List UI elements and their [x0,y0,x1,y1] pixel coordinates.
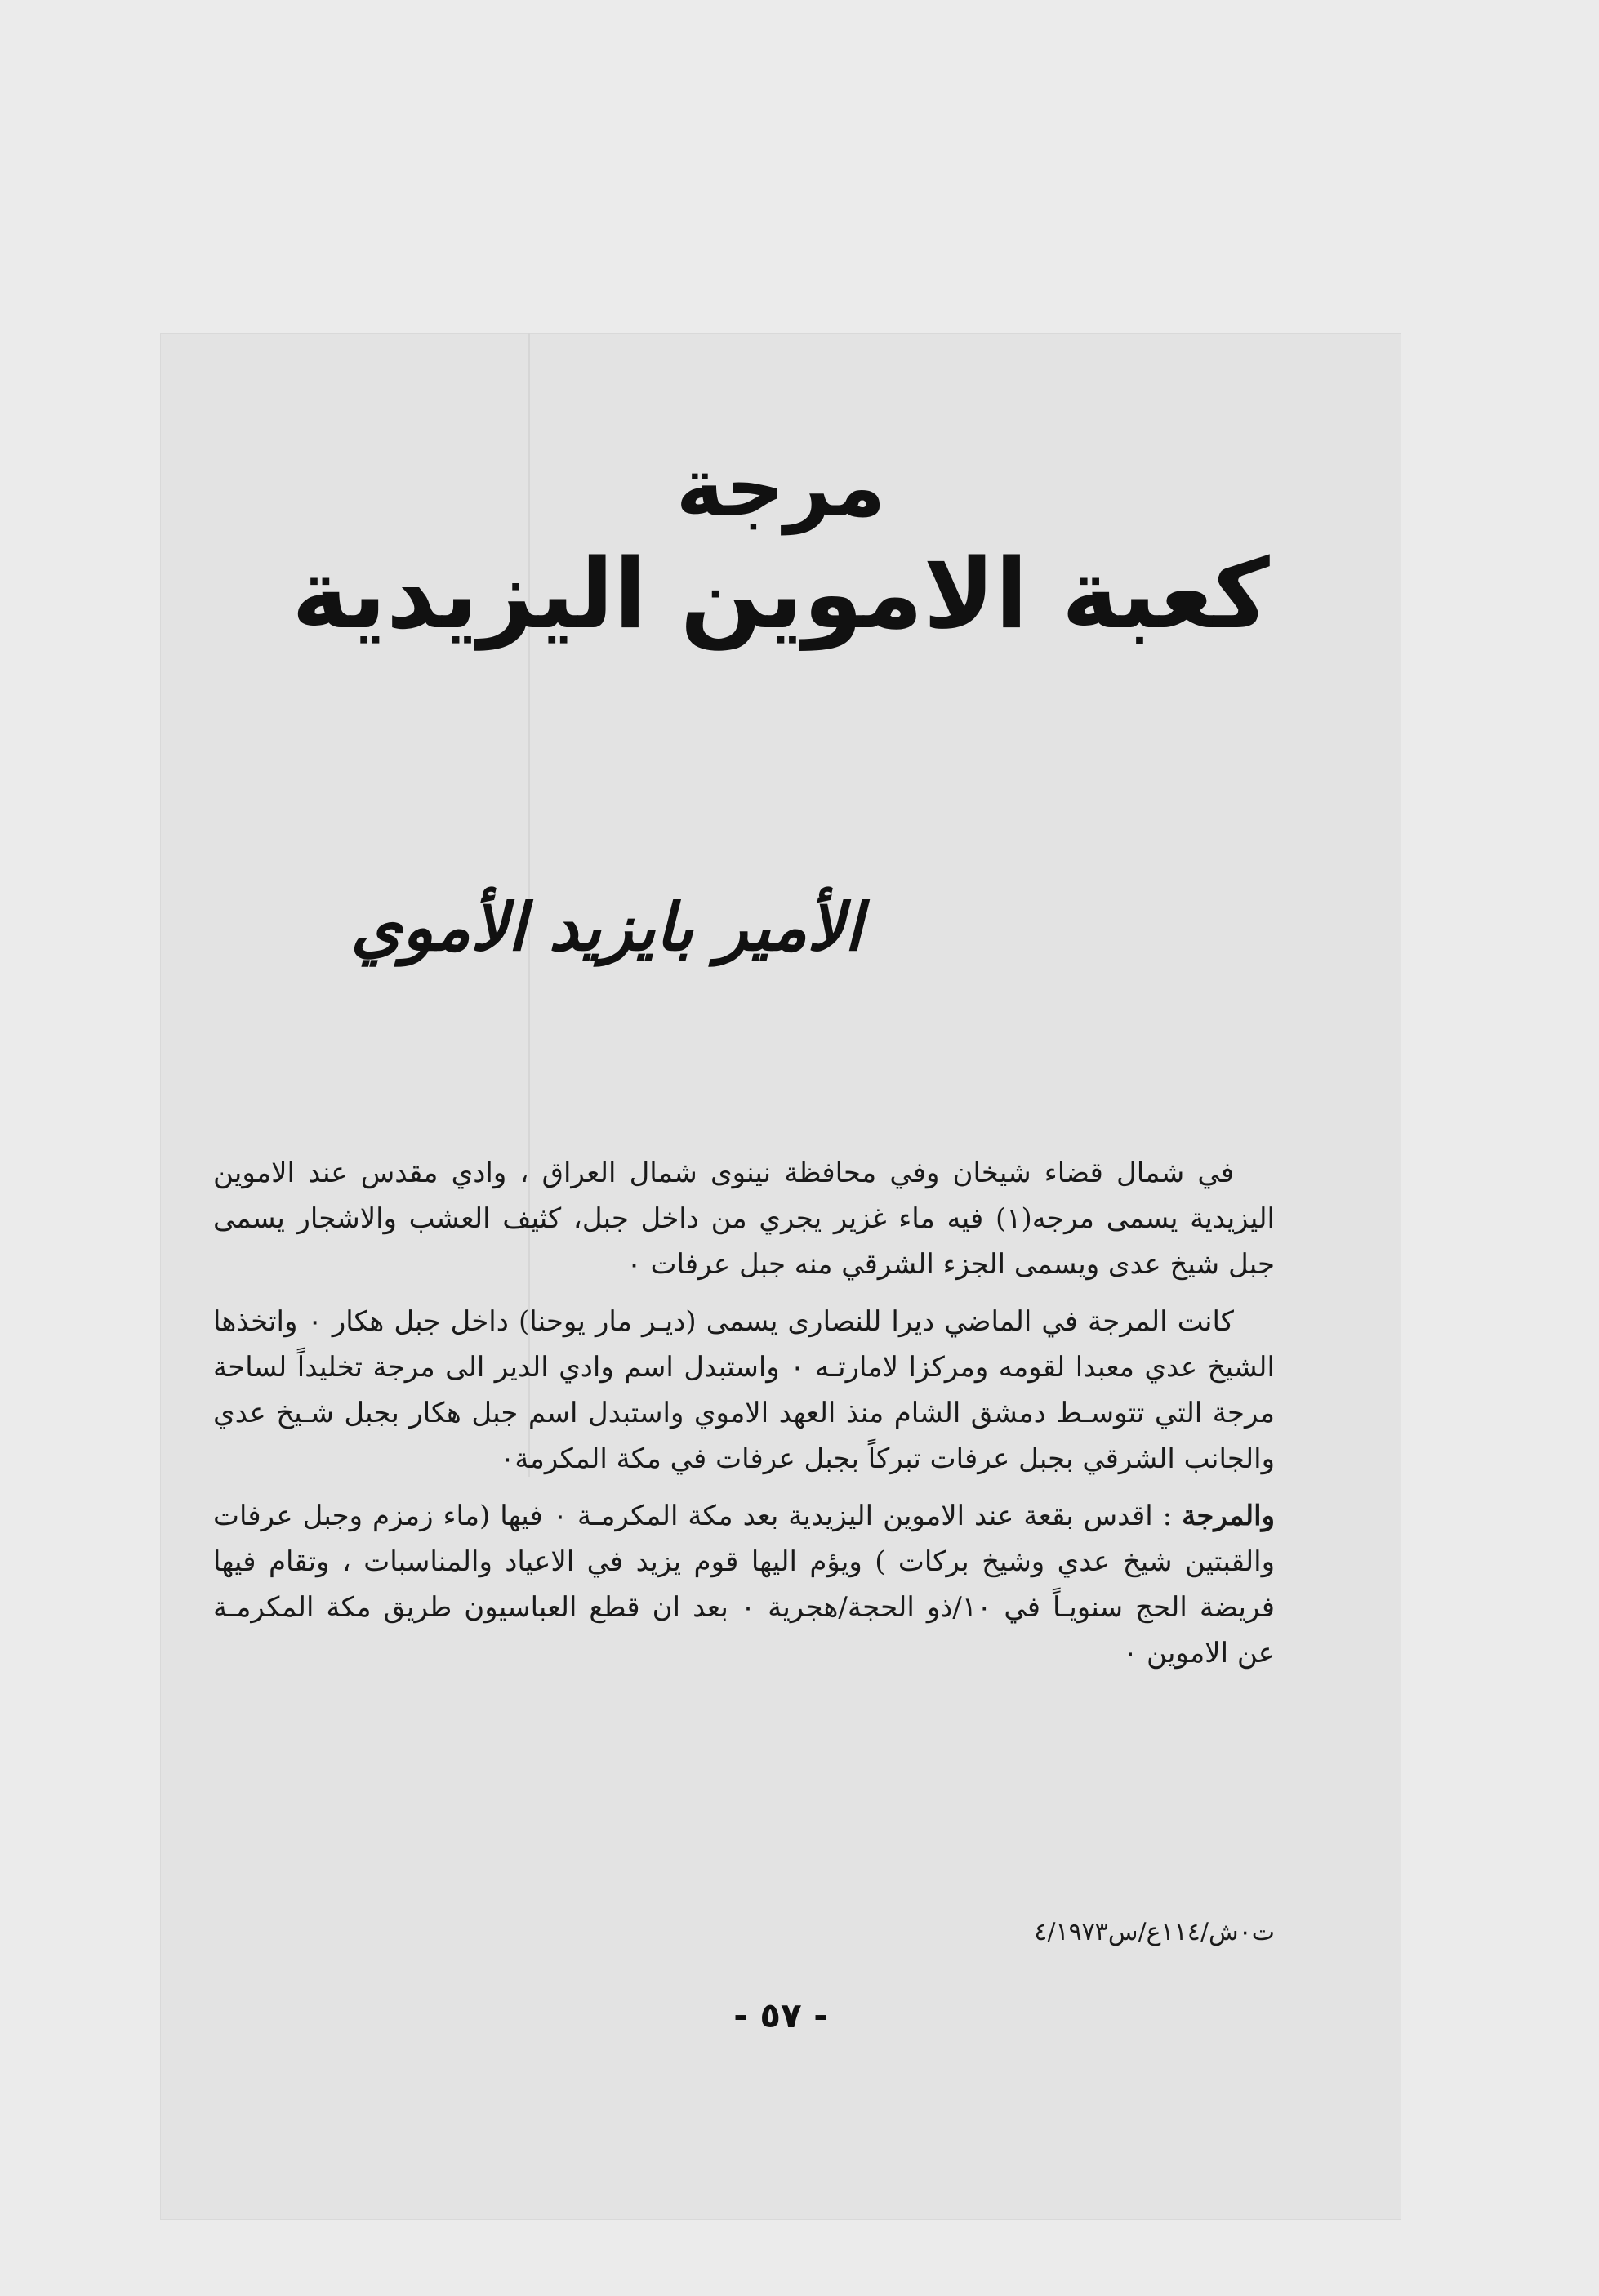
footnote-reference: ت٠ش/١١٤ع/س٤/١٩٧٣ [1034,1918,1275,1946]
paragraph-1: في شمال قضاء شيخان وفي محافظة نينوى شمال العراق ، وادي مقدس عند الاموين اليزيدية يسمى مرجه(١) فيه ماء غزير يجري من داخل جبل، كثيف العشب والاشجار يسمى جبل شيخ عدى ويسمى الجزء الشرقي منه جبل عرفات ٠ [213,1157,1275,1281]
page-title-line-1: مرجة [675,439,886,535]
paragraph-3-body: : اقدس بقعة عند الاموين اليزيدية بعد مكة المكرمـة ٠ فيها (ماء زمزم وجبل عرفات والقبتين شيخ عدي وشيخ بركات ) ويؤم اليها قوم يزيد في الاعياد والمناسبات ، وتقام فيها فريضة الحج سنويـاً في ١٠/ذو الحجة/هجرية ٠ بعد ان قطع العباسيون طريق مكة المكرمـة عن الاموين ٠ [213,1500,1276,1670]
paragraph-3-lead: والمرجة [1182,1500,1275,1532]
scanned-page [160,333,1401,2220]
section-subtitle: الأمير بايزيد الأموي [350,889,862,965]
paragraph-3 [213,1493,1275,1676]
page-title-line-2: كعبة الاموين اليزيدية [292,537,1270,650]
page-number: - ٥٧ - [733,1995,828,2035]
paragraph-2: كانت المرجة في الماضي ديرا للنصارى يسمى (ديـر مار يوحنا) داخل جبل هكار ٠ واتخذها الشيخ عدي معبدا لقومه ومركزا لامارتـه ٠ واستبدل اسم وادي الدير الى مرجة تخليداً لساحة مرجة التي تتوسـط دمشق الشام منذ العهد الاموي واستبدل اسم جبل هكار بجبل شـيخ عدي والجانب الشرقي بجبل عرفات تبركاً بجبل عرفات في مكة المكرمة٠ [213,1305,1275,1475]
body-text [213,1150,1275,1687]
